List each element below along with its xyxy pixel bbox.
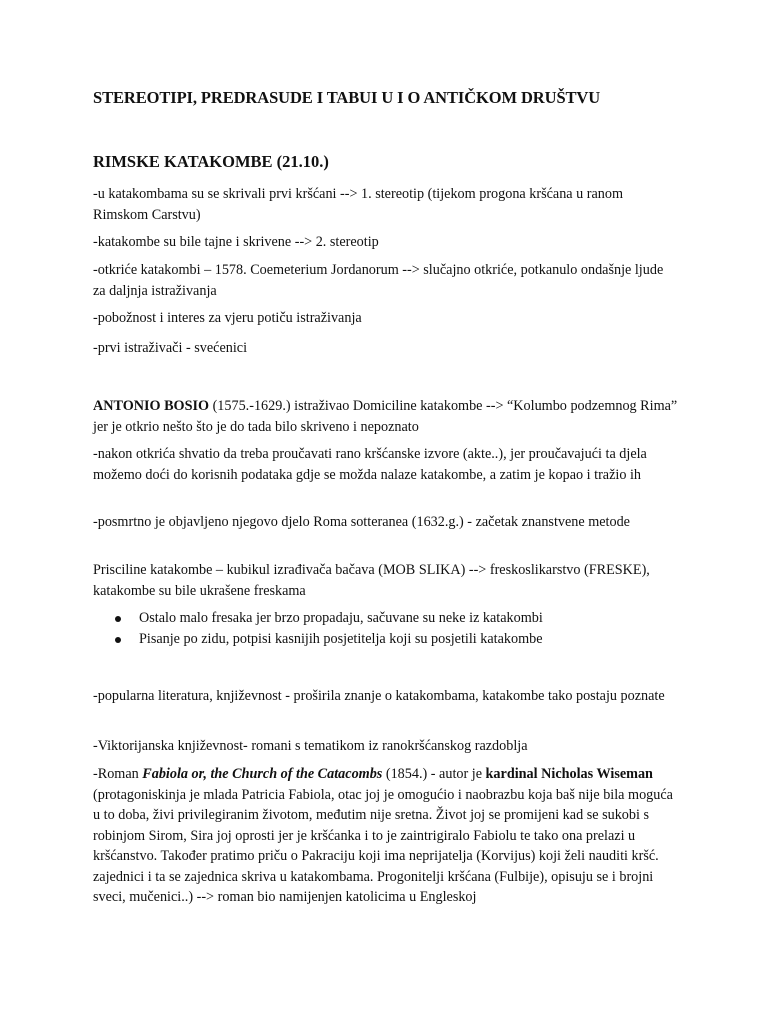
list-item-text: Pisanje po zidu, potpisi kasnijih posjetitelja koji su posjetili katakombe <box>139 631 543 647</box>
roman-prefix: -Roman <box>93 766 143 782</box>
paragraph: -prvi istraživači - svećenici <box>93 340 248 356</box>
book-title: Fabiola or, the Church of the Catacombs <box>142 766 383 782</box>
roman-middle: (1854.) - autor je <box>382 766 486 782</box>
roman-paragraph <box>93 764 678 908</box>
document-title: STEREOTIPI, PREDRASUDE I TABUI U I O ANTIČKOM DRUŠTVU <box>93 88 601 107</box>
paragraph: -popularna literatura, književnost - proširila znanje o katakombama, katakombe tako postaju poznate <box>93 688 665 704</box>
author-name: kardinal Nicholas Wiseman <box>485 766 653 782</box>
bosio-paragraph <box>93 396 678 437</box>
bullet-icon <box>115 616 121 622</box>
list-item <box>93 608 678 629</box>
paragraph: -nakon otkrića shvatio da treba proučavati rano kršćanske izvore (akte..), jer proučavajući ta djela možemo doći do korisnih podataka gdje se možda nalaze katakombe, a zatim je kopao i tražio ih <box>93 446 647 483</box>
list-item <box>93 629 678 650</box>
bullet-icon <box>115 637 121 643</box>
section-heading: RIMSKE KATAKOMBE (21.10.) <box>93 152 329 171</box>
list-item-text: Ostalo malo fresaka jer brzo propadaju, sačuvane su neke iz katakombi <box>139 610 543 626</box>
paragraph: -posmrtno je objavljeno njegovo djelo Roma sotteranea (1632.g.) - začetak znanstvene metode <box>93 514 630 530</box>
paragraph: -otkriće katakombi – 1578. Coemeterium Jordanorum --> slučajno otkriće, potkanulo ondašnje ljude za daljnja istraživanja <box>93 262 664 299</box>
bullet-list <box>93 608 678 650</box>
paragraph: Prisciline katakombe – kubikul izrađivača bačava (MOB SLIKA) --> freskoslikarstvo (FRESKE), katakombe su bile ukrašene freskama <box>93 562 650 599</box>
bosio-text: (1575.-1629.) istraživao Domiciline katakombe --> “Kolumbo podzemnog Rima” jer je otkrio nešto što je do tada bilo skriveno i nepoznato <box>93 398 678 435</box>
paragraph: -katakombe su bile tajne i skrivene --> 2. stereotip <box>93 234 379 250</box>
paragraph: -pobožnost i interes za vjeru potiču istraživanja <box>93 310 362 326</box>
roman-rest: (protagoniskinja je mlada Patricia Fabiola, otac joj je omogućio i naobrazbu koja baš nije bila moguća u to doba, živi privilegiranim životom, međutim nije sretna. Život joj se promijeni kad se sukobi s robinjom Sirom, Sira joj oprosti jer je kršćanka i to je zaintrigiralo Fabiolu te tako ona prelazi u kršćanstvo. Također pratimo priču o Pakraciju koji ima neprijatelja (Korvijus) koji želi nauditi kršć. zajednici i ta se zajednica skriva u katakombama. Progonitelji kršćana (Fulbije), opisuju se i brojni sveci, mučenici..) --> roman bio namijenjen katolicima u Engleskoj <box>93 786 673 905</box>
paragraph: -u katakombama su se skrivali prvi kršćani --> 1. stereotip (tijekom progona kršćana u ranom Rimskom Carstvu) <box>93 186 624 223</box>
paragraph: -Viktorijanska književnost- romani s tematikom iz ranokršćanskog razdoblja <box>93 738 528 754</box>
bosio-name: ANTONIO BOSIO <box>93 398 210 414</box>
